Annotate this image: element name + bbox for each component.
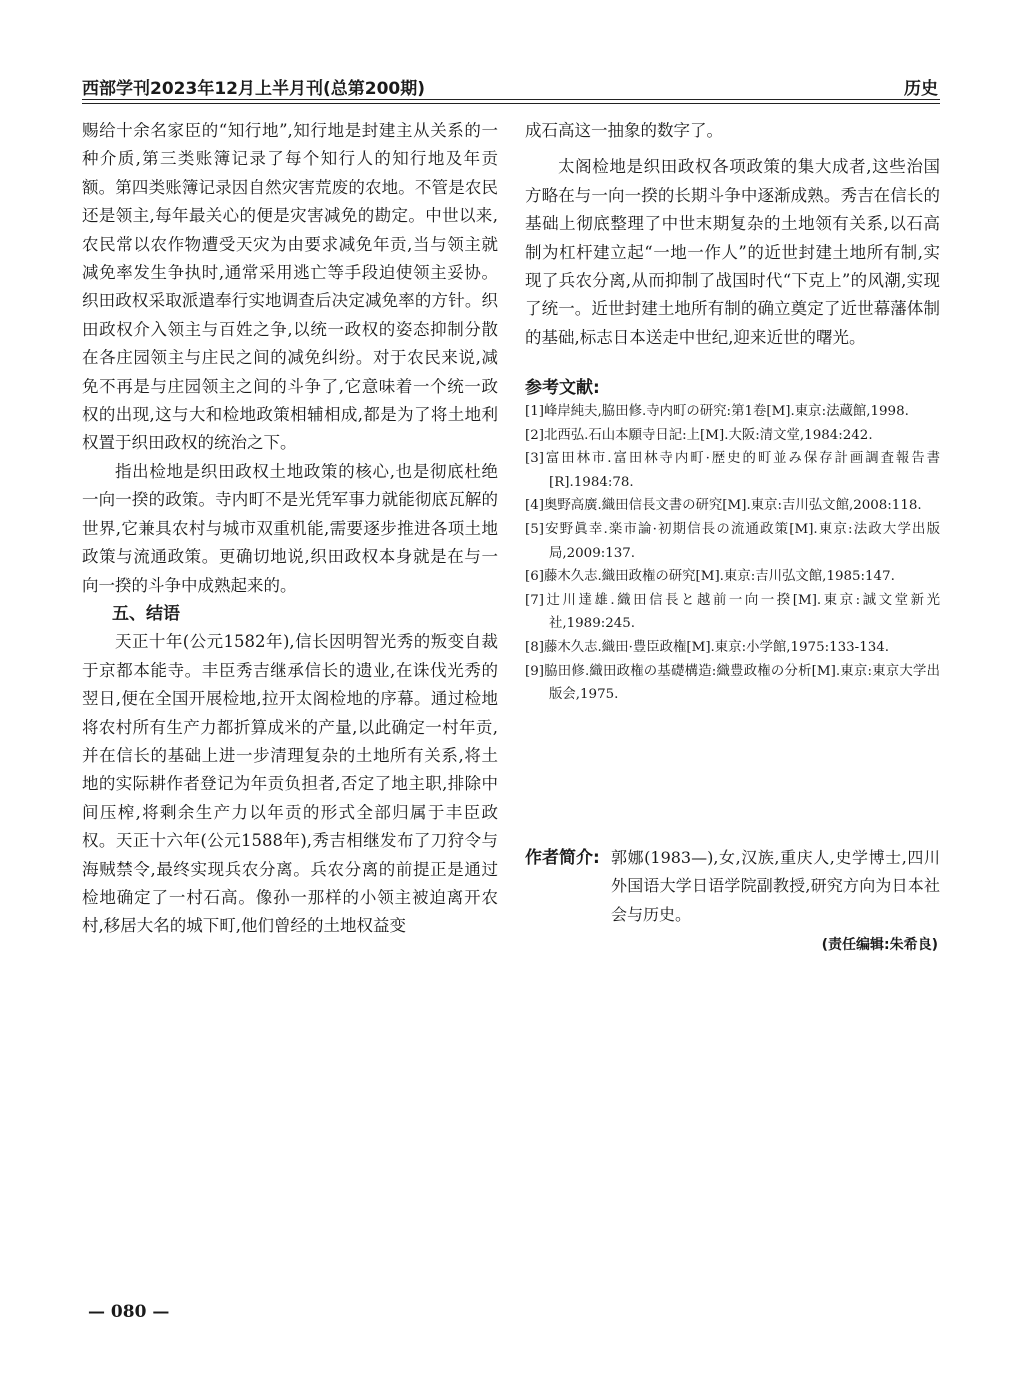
section-heading: 五、结语 bbox=[112, 603, 180, 624]
author-bio-label: 作者简介: bbox=[525, 848, 600, 868]
references-list bbox=[525, 400, 940, 707]
body-paragraph: 指出检地是织田政权土地政策的核心,也是彻底杜绝一向一揆的政策。寺内町不是光凭军事力就能彻底瓦解的世界,它兼具农村与城市双重机能,需要逐步推进各项土地政策与流通政策。更确切地说,织田政权本身就是在与一向一揆的斗争中成熟起来的。 bbox=[82, 461, 498, 595]
body-paragraph: 赐给十余名家臣的“知行地”,知行地是封建主从关系的一种介质,第三类账簿记录了每个知行人的知行地及年贡额。第四类账簿记录因自然灾害荒废的农地。不管是农民还是领主,每年最关心的便是灾害减免的勘定。中世以来,农民常以农作物遭受天灾为由要求减免年贡,当与领主就减免率发生争执时,通常采用逃亡等手段迫使领主妥协。织田政权采取派遣奉行实地调查后决定减免率的方针。织田政权介入领主与百姓之争,以统一政权的姿态抑制分散在各庄园领主与庄民之间的减免纠纷。对于农民来说,减免不再是与庄园领主之间的斗争了,它意味着一个统一政权的出现,这与大和检地政策相辅相成,都是为了将土地利权置于织田政权的统治之下。 bbox=[82, 121, 498, 453]
reference-item: [4]奥野高廣.織田信長文書の研究[M].東京:吉川弘文館,2008:118. bbox=[525, 498, 922, 514]
body-paragraph: 太阁检地是织田政权各项政策的集大成者,这些治国方略在与一向一揆的长期斗争中逐渐成熟。秀吉在信长的基础上彻底整理了中世末期复杂的土地领有关系,以石高制为杠杆建立起“一地一作人”的近世封建土地所有制,实现了兵农分离,从而抑制了战国时代“下克上”的风潮,实现了统一。近世封建土地所有制的确立奠定了近世幕藩体制的基础,标志日本送走中世纪,迎来近世的曙光。 bbox=[525, 157, 940, 347]
reference-item: [6]藤木久志.織田政権の研究[M].東京:吉川弘文館,1985:147. bbox=[525, 569, 895, 585]
left-column bbox=[82, 117, 498, 941]
reference-item: [8]藤木久志.織田·豊臣政権[M].東京:小学館,1975:133-134. bbox=[525, 639, 890, 655]
header-rule-top bbox=[82, 99, 940, 100]
page-header bbox=[82, 70, 940, 100]
reference-item: [9]脇田修.織田政権の基礎構造:織豊政権の分析[M].東京:東京大学出版会,1975. bbox=[525, 663, 940, 703]
references-title: 参考文献: bbox=[525, 378, 600, 398]
body-paragraph: 天正十年(公元1582年),信长因明智光秀的叛变自裁于京都本能寺。丰臣秀吉继承信长的遗业,在诛伐光秀的翌日,便在全国开展检地,拉开太阁检地的序幕。通过检地将农村所有生产力都折算成米的产量,以此确定一村年贡,并在信长的基础上进一步清理复杂的土地所有关系,将土地的实际耕作者登记为年贡负担者,否定了地主职,排除中间压榨,将剩余生产力以年贡的形式全部归属于丰臣政权。天正十六年(公元1588年),秀吉相继发布了刀狩令与海贼禁令,最终实现兵农分离。兵农分离的前提正是通过检地确定了一村石高。像孙一那样的小领主被迫离开农村,移居大名的城下町,他们曾经的土地权益变 bbox=[82, 632, 498, 936]
right-column bbox=[525, 117, 940, 352]
reference-item: [5]安野眞幸.楽市論·初期信長の流通政策[M].東京:法政大学出版局,2009:137. bbox=[525, 521, 940, 561]
section-label: 历史 bbox=[904, 79, 938, 99]
reference-item: [7]辻川達雄.織田信長と越前一向一揆[M].東京:誠文堂新光社,1989:245. bbox=[525, 592, 940, 632]
author-bio-text: 郭娜(1983—),女,汉族,重庆人,史学博士,四川外国语大学日语学院副教授,研究方向为日本社会与历史。 bbox=[611, 848, 940, 924]
editor-note: (责任编辑:朱希良) bbox=[821, 937, 938, 953]
reference-item: [2]北西弘.石山本願寺日記:上[M].大阪:清文堂,1984:242. bbox=[525, 427, 873, 443]
page-number: — 080 — bbox=[88, 1302, 170, 1322]
reference-item: [1]峰岸純夫,脇田修.寺内町の研究:第1卷[M].東京:法蔵館,1998. bbox=[525, 404, 909, 419]
header-rule-bottom bbox=[82, 103, 940, 104]
journal-title: 西部学刊2023年12月上半月刊(总第200期) bbox=[82, 79, 425, 99]
reference-item: [3]富田林市.富田林寺内町·歴史的町並み保存計画調査報告書[R].1984:78. bbox=[525, 451, 940, 490]
body-paragraph: 成石高这一抽象的数字了。 bbox=[525, 121, 723, 140]
author-bio bbox=[525, 844, 940, 929]
